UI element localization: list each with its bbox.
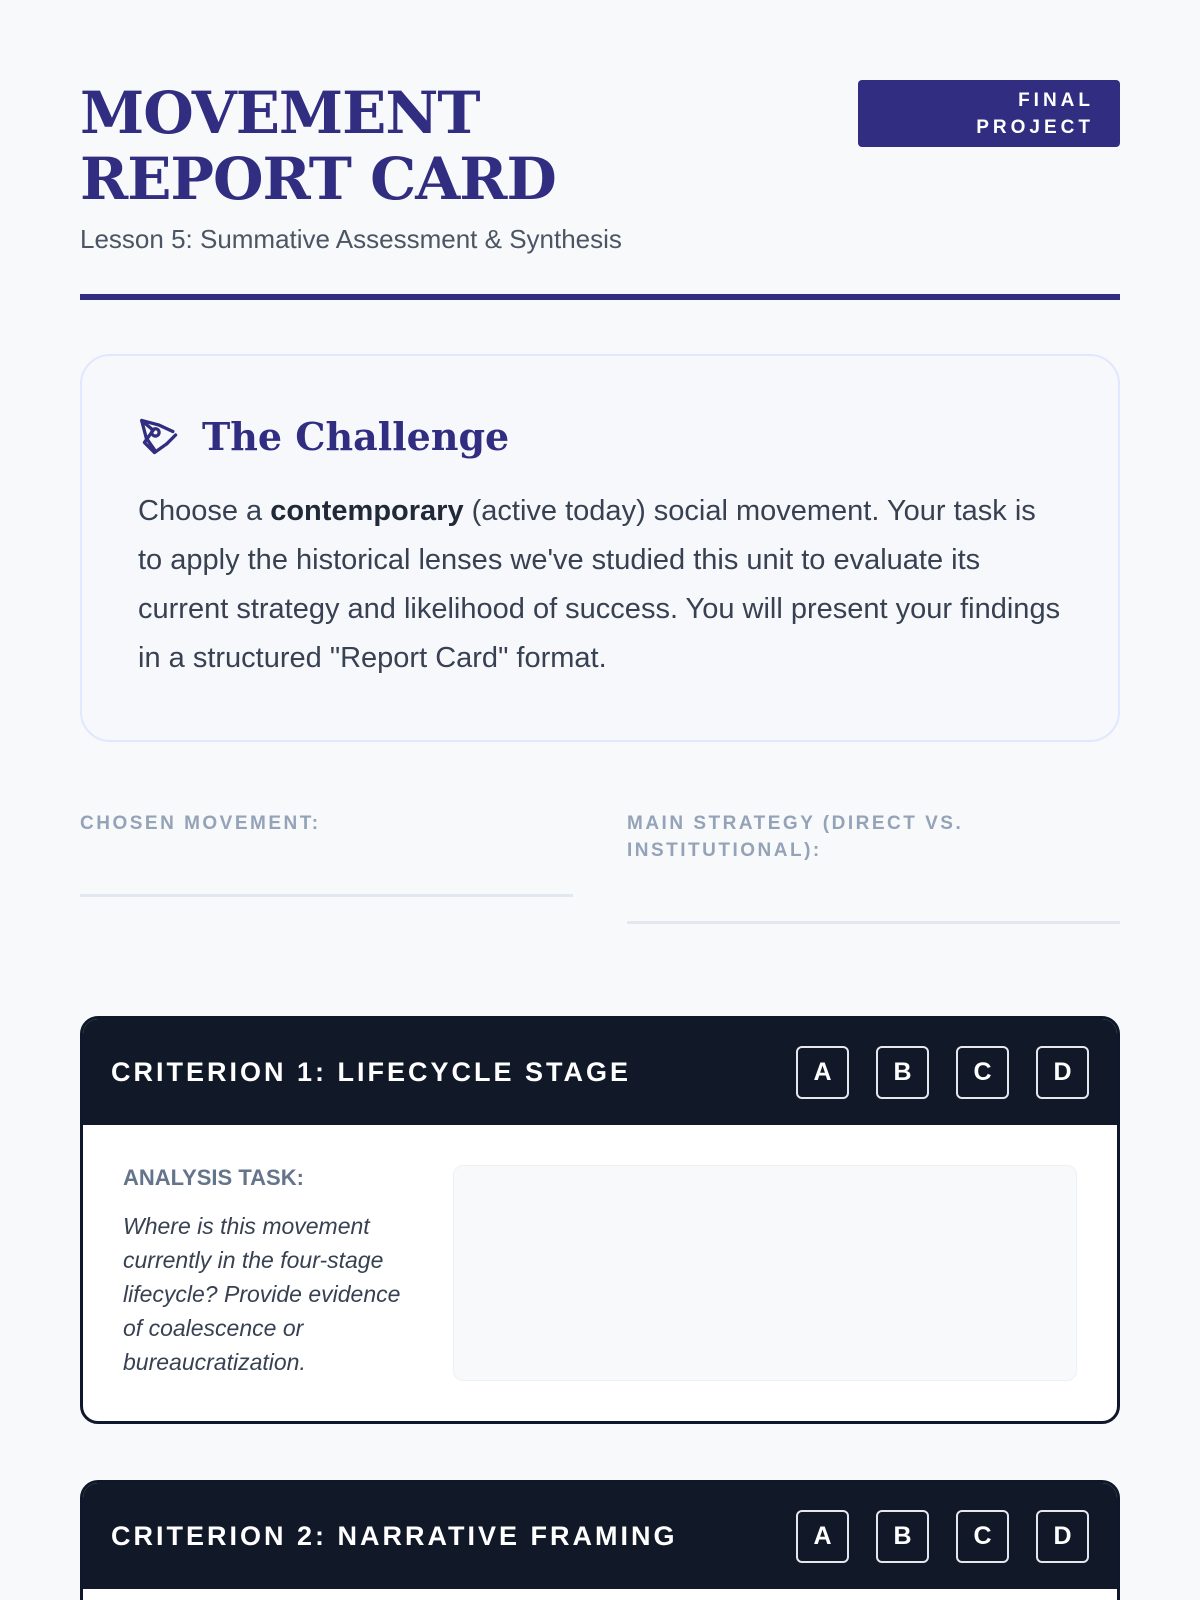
challenge-text-end: (active today) social movement. Your task is to apply the historical lenses we've studied this unit to evaluate its current strategy and likelihood of success. You will present your findings in a structured "Report Card" format. — [138, 495, 1061, 674]
criterion-title: CRITERION 2: NARRATIVE FRAMING — [111, 1520, 678, 1551]
grade-option-a[interactable]: A — [796, 1046, 849, 1099]
pen-icon — [138, 415, 182, 459]
criterion-card — [80, 1480, 1120, 1600]
analysis-task-text: Where is this movement currently in the four-stage lifecycle? Provide evidence of coalescence or bureaucratization. — [123, 1213, 401, 1375]
badge-line-1: FINAL — [1018, 90, 1094, 111]
analysis-task-label: ANALYSIS TASK: — [123, 1165, 304, 1190]
criterion-header — [83, 1019, 1117, 1125]
page-subtitle: Lesson 5: Summative Assessment & Synthesis — [80, 224, 622, 254]
main-strategy-field — [627, 810, 1120, 1016]
criterion-body — [83, 1125, 1117, 1421]
badge-line-2: PROJECT — [976, 117, 1094, 138]
header — [80, 0, 1120, 300]
chosen-movement-field — [80, 810, 573, 1016]
criterion-title: CRITERION 1: LIFECYCLE STAGE — [111, 1056, 632, 1087]
challenge-text-emphasis: contemporary — [270, 495, 464, 527]
challenge-title: The Challenge — [202, 414, 510, 459]
grade-option-b[interactable]: B — [876, 1510, 929, 1563]
chosen-movement-input-line[interactable] — [80, 894, 573, 897]
challenge-box — [80, 354, 1120, 742]
criterion-card — [80, 1016, 1120, 1424]
criterion-header — [83, 1483, 1117, 1589]
analysis-task — [123, 1165, 413, 1381]
final-project-badge — [858, 80, 1120, 147]
grade-option-d[interactable]: D — [1036, 1510, 1089, 1563]
answer-box[interactable] — [453, 1165, 1077, 1381]
main-strategy-label: MAIN STRATEGY (DIRECT VS. INSTITUTIONAL): — [627, 813, 964, 861]
criterion-body — [83, 1589, 1117, 1600]
grade-options — [796, 1510, 1089, 1563]
grade-option-a[interactable]: A — [796, 1510, 849, 1563]
challenge-text-start: Choose a — [138, 495, 271, 527]
challenge-text — [138, 487, 1062, 683]
student-fields — [80, 810, 1120, 1016]
grade-option-b[interactable]: B — [876, 1046, 929, 1099]
page-title: MOVEMENT REPORT CARD — [80, 79, 556, 213]
main-strategy-input-line[interactable] — [627, 921, 1120, 924]
grade-option-c[interactable]: C — [956, 1510, 1009, 1563]
challenge-heading — [138, 414, 1062, 459]
grade-option-c[interactable]: C — [956, 1046, 1009, 1099]
chosen-movement-label: CHOSEN MOVEMENT: — [80, 813, 321, 834]
grade-option-d[interactable]: D — [1036, 1046, 1089, 1099]
grade-options — [796, 1046, 1089, 1099]
